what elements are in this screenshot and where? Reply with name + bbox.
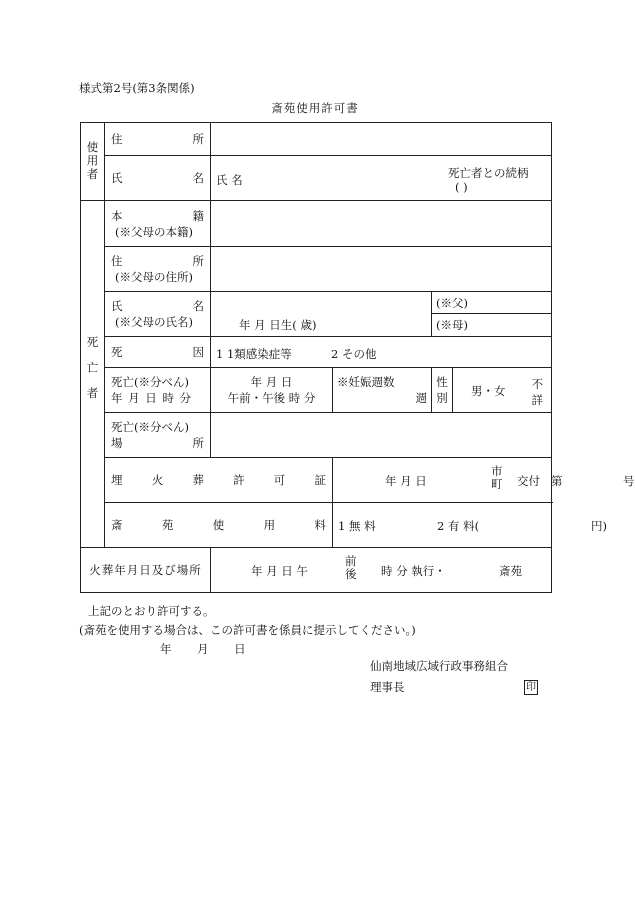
sex-label: 性 別 [432, 368, 453, 413]
relation-paren: ( ) [455, 180, 468, 194]
sex-options[interactable]: 男・女 [471, 384, 506, 398]
permit-issue: 交付 [517, 474, 540, 488]
burial-permit-field[interactable] [333, 458, 635, 503]
relation-label: 死亡者との続柄 [448, 166, 529, 180]
death-time-label: 死亡(※分べん) 年 月 日 時 分 [105, 368, 211, 413]
user-address-field[interactable] [211, 123, 552, 156]
death-place-label: 死亡(※分べん) 場 所 [105, 413, 211, 458]
deceased-section-label: 死亡者 [81, 201, 105, 548]
permit-city-town: 市 町 [491, 464, 503, 491]
fee-field[interactable] [333, 503, 607, 548]
fee-yen: 円) [591, 519, 607, 533]
deceased-address-label: 住 所 (※父母の住所) [105, 247, 211, 292]
cause-option-1[interactable]: 1 1類感染症等 [216, 347, 292, 361]
fee-label: 斎 苑 使 用 料 [105, 503, 333, 548]
mother-field[interactable]: (※母) [432, 314, 552, 337]
permit-statement: 上記のとおり許可する。 [88, 604, 215, 618]
document-title: 斎苑使用許可書 [271, 101, 359, 115]
death-datetime-field[interactable]: 年 月 日 午前・午後 時 分 [211, 368, 333, 413]
sex-unknown[interactable]: 不 詳 [531, 377, 543, 407]
deceased-domicile-label: 本 籍 (※父母の本籍) [105, 201, 211, 247]
cremation-time: 時 分 執行・ [381, 564, 446, 578]
permit-date: 年 月 日 [385, 474, 427, 488]
cremation-field[interactable] [211, 548, 552, 593]
seal-mark: 印 [526, 682, 536, 693]
pregnancy-weeks-field[interactable]: ※妊娠週数 週 [333, 368, 432, 413]
sex-field[interactable] [453, 368, 552, 413]
death-place-field[interactable] [211, 413, 552, 458]
cause-field[interactable] [211, 337, 552, 368]
cremation-ampm: 前 後 [345, 554, 357, 581]
cremation-label: 火葬年月日及び場所 [81, 548, 211, 593]
user-section-label: 使用者 [81, 123, 105, 201]
user-address-label: 住 所 [105, 123, 211, 156]
deceased-domicile-field[interactable] [211, 201, 552, 247]
fee-paid-option[interactable]: 2 有 料( [437, 519, 480, 533]
issuing-organization: 仙南地域広域行政事務組合 [370, 659, 508, 673]
cause-label: 死 因 [105, 337, 211, 368]
user-name-field[interactable] [211, 156, 552, 201]
father-field[interactable]: (※父) [432, 292, 552, 314]
burial-permit-label: 埋 火 葬 許 可 証 [105, 458, 333, 503]
permit-number-prefix: 第 [551, 474, 563, 488]
cremation-place: 斎苑 [499, 564, 522, 578]
user-name-label: 氏 名 [105, 156, 211, 201]
form-code: 様式第2号(第3条関係) [79, 81, 195, 95]
issue-date: 年 月 日 [160, 642, 246, 656]
permit-form-table [80, 122, 635, 593]
usage-note: (斎苑を使用する場合は、この許可書を係員に提示してください。) [79, 623, 416, 637]
deceased-address-field[interactable] [211, 247, 552, 292]
fee-free-option[interactable]: 1 無 料 [338, 519, 376, 533]
deceased-name-field[interactable] [211, 292, 432, 337]
user-name-prefix: 氏 名 [216, 173, 243, 187]
permit-number-suffix: 号 [623, 474, 635, 488]
birth-line: 年 月 日生( 歳) [239, 318, 317, 332]
deceased-name-label: 氏 名 (※父母の氏名) [105, 292, 211, 337]
cause-option-2[interactable]: 2 その他 [331, 347, 377, 361]
chairman-label: 理事長 [370, 680, 405, 694]
cremation-date: 年 月 日 午 [251, 564, 308, 578]
